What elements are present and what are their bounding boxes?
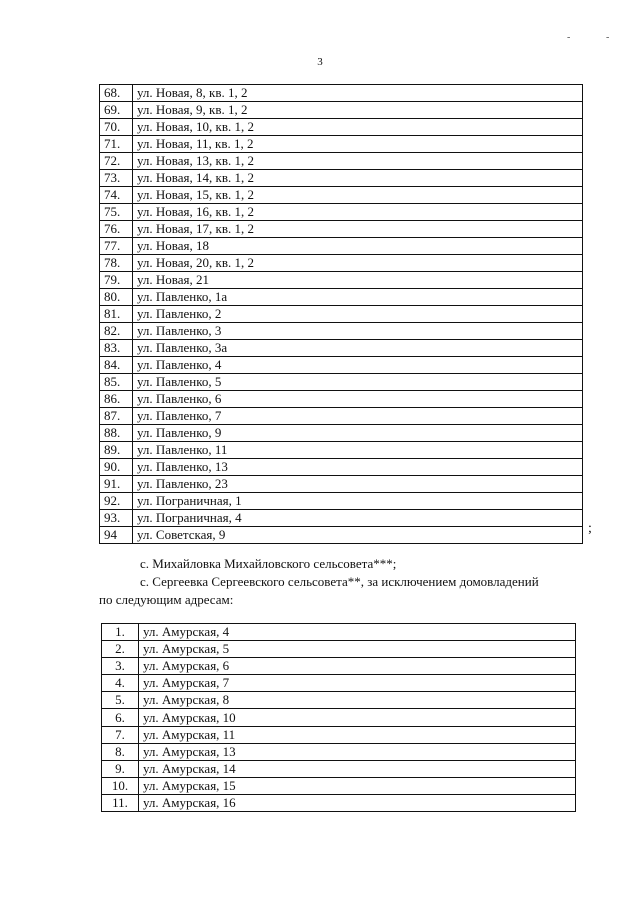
row-number: 90. bbox=[100, 459, 133, 476]
row-address: ул. Павленко, 23 bbox=[133, 476, 583, 493]
table-row bbox=[100, 442, 583, 459]
row-number: 68. bbox=[100, 85, 133, 102]
table-row bbox=[100, 408, 583, 425]
table-row bbox=[100, 204, 583, 221]
row-number: 84. bbox=[100, 357, 133, 374]
table-row bbox=[100, 323, 583, 340]
row-number: 3. bbox=[102, 658, 139, 675]
row-address: ул. Новая, 17, кв. 1, 2 bbox=[133, 221, 583, 238]
row-number: 70. bbox=[100, 119, 133, 136]
page-number: 3 bbox=[317, 56, 323, 68]
row-number: 85. bbox=[100, 374, 133, 391]
table-row bbox=[100, 306, 583, 323]
row-address: ул. Новая, 15, кв. 1, 2 bbox=[133, 187, 583, 204]
row-number: 91. bbox=[100, 476, 133, 493]
table-row bbox=[100, 102, 583, 119]
row-address: ул. Новая, 20, кв. 1, 2 bbox=[133, 255, 583, 272]
row-address: ул. Павленко, 1а bbox=[133, 289, 583, 306]
row-address: ул. Амурская, 15 bbox=[139, 777, 576, 794]
row-address: ул. Амурская, 5 bbox=[139, 641, 576, 658]
row-number: 93. bbox=[100, 510, 133, 527]
row-address: ул. Новая, 13, кв. 1, 2 bbox=[133, 153, 583, 170]
row-number: 80. bbox=[100, 289, 133, 306]
row-address: ул. Амурская, 6 bbox=[139, 658, 576, 675]
row-address: ул. Новая, 11, кв. 1, 2 bbox=[133, 136, 583, 153]
row-address: ул. Павленко, 4 bbox=[133, 357, 583, 374]
row-address: ул. Амурская, 11 bbox=[139, 726, 576, 743]
table-row bbox=[100, 255, 583, 272]
table-row bbox=[100, 289, 583, 306]
row-number: 74. bbox=[100, 187, 133, 204]
row-address: ул. Новая, 14, кв. 1, 2 bbox=[133, 170, 583, 187]
table-row bbox=[100, 187, 583, 204]
table-row bbox=[100, 340, 583, 357]
paragraph-line-sergeevka: с. Сергеевка Сергеевского сельсовета**, за исключением домовладений bbox=[140, 574, 539, 589]
paragraph-line-addresses-intro: по следующим адресам: bbox=[99, 592, 234, 607]
table-row bbox=[100, 459, 583, 476]
row-number: 71. bbox=[100, 136, 133, 153]
table-row bbox=[100, 221, 583, 238]
row-number: 81. bbox=[100, 306, 133, 323]
row-number: 2. bbox=[102, 641, 139, 658]
row-number: 4. bbox=[102, 675, 139, 692]
row-address: ул. Советская, 9 bbox=[133, 527, 583, 544]
row-address: ул. Новая, 9, кв. 1, 2 bbox=[133, 102, 583, 119]
table-row bbox=[100, 119, 583, 136]
row-number: 79. bbox=[100, 272, 133, 289]
row-number: 11. bbox=[102, 794, 139, 811]
row-address: ул. Павленко, 3а bbox=[133, 340, 583, 357]
row-address: ул. Павленко, 9 bbox=[133, 425, 583, 442]
table-row bbox=[100, 153, 583, 170]
table-row bbox=[102, 624, 576, 641]
row-address: ул. Амурская, 13 bbox=[139, 743, 576, 760]
row-address: ул. Амурская, 4 bbox=[139, 624, 576, 641]
table-trailing-semicolon: ; bbox=[588, 521, 592, 536]
row-number: 8. bbox=[102, 743, 139, 760]
table-row bbox=[102, 709, 576, 726]
table-row bbox=[102, 641, 576, 658]
row-address: ул. Амурская, 8 bbox=[139, 692, 576, 709]
row-number: 77. bbox=[100, 238, 133, 255]
row-number: 88. bbox=[100, 425, 133, 442]
scan-mark: - bbox=[567, 32, 571, 43]
row-number: 73. bbox=[100, 170, 133, 187]
row-address: ул. Павленко, 5 bbox=[133, 374, 583, 391]
row-number: 82. bbox=[100, 323, 133, 340]
row-address: ул. Павленко, 3 bbox=[133, 323, 583, 340]
row-number: 94 bbox=[100, 527, 133, 544]
row-address: ул. Павленко, 11 bbox=[133, 442, 583, 459]
table-row bbox=[102, 726, 576, 743]
table-row bbox=[100, 476, 583, 493]
row-number: 5. bbox=[102, 692, 139, 709]
address-table-1-body bbox=[100, 85, 583, 544]
row-number: 1. bbox=[102, 624, 139, 641]
row-number: 6. bbox=[102, 709, 139, 726]
paragraph-line-mikhailovka: с. Михайловка Михайловского сельсовета***; bbox=[140, 556, 397, 571]
row-number: 78. bbox=[100, 255, 133, 272]
table-row bbox=[100, 238, 583, 255]
row-address: ул. Пограничная, 1 bbox=[133, 493, 583, 510]
row-address: ул. Павленко, 6 bbox=[133, 391, 583, 408]
row-address: ул. Новая, 21 bbox=[133, 272, 583, 289]
address-table-2 bbox=[101, 623, 576, 812]
row-number: 72. bbox=[100, 153, 133, 170]
row-address: ул. Новая, 18 bbox=[133, 238, 583, 255]
address-table-1 bbox=[99, 84, 583, 544]
table-row bbox=[100, 510, 583, 527]
row-address: ул. Павленко, 7 bbox=[133, 408, 583, 425]
row-number: 86. bbox=[100, 391, 133, 408]
table-row bbox=[102, 777, 576, 794]
table-row bbox=[102, 760, 576, 777]
table-row bbox=[100, 527, 583, 544]
row-number: 7. bbox=[102, 726, 139, 743]
row-address: ул. Амурская, 14 bbox=[139, 760, 576, 777]
row-number: 92. bbox=[100, 493, 133, 510]
row-address: ул. Пограничная, 4 bbox=[133, 510, 583, 527]
row-number: 75. bbox=[100, 204, 133, 221]
table-row bbox=[100, 136, 583, 153]
row-number: 9. bbox=[102, 760, 139, 777]
row-number: 89. bbox=[100, 442, 133, 459]
row-number: 10. bbox=[102, 777, 139, 794]
row-address: ул. Амурская, 16 bbox=[139, 794, 576, 811]
row-number: 87. bbox=[100, 408, 133, 425]
row-address: ул. Новая, 8, кв. 1, 2 bbox=[133, 85, 583, 102]
table-row bbox=[100, 357, 583, 374]
row-address: ул. Новая, 16, кв. 1, 2 bbox=[133, 204, 583, 221]
row-address: ул. Павленко, 2 bbox=[133, 306, 583, 323]
table-row bbox=[100, 85, 583, 102]
table-row bbox=[100, 425, 583, 442]
table-row bbox=[100, 391, 583, 408]
table-row bbox=[100, 272, 583, 289]
table-row bbox=[100, 493, 583, 510]
address-table-2-body bbox=[102, 624, 576, 812]
table-row bbox=[102, 658, 576, 675]
row-address: ул. Амурская, 10 bbox=[139, 709, 576, 726]
row-address: ул. Павленко, 13 bbox=[133, 459, 583, 476]
row-address: ул. Новая, 10, кв. 1, 2 bbox=[133, 119, 583, 136]
table-row bbox=[102, 692, 576, 709]
table-row bbox=[100, 374, 583, 391]
table-row bbox=[100, 170, 583, 187]
scan-mark: - bbox=[606, 32, 610, 43]
table-row bbox=[102, 675, 576, 692]
row-number: 83. bbox=[100, 340, 133, 357]
row-address: ул. Амурская, 7 bbox=[139, 675, 576, 692]
table-row bbox=[102, 743, 576, 760]
table-row bbox=[102, 794, 576, 811]
row-number: 69. bbox=[100, 102, 133, 119]
row-number: 76. bbox=[100, 221, 133, 238]
